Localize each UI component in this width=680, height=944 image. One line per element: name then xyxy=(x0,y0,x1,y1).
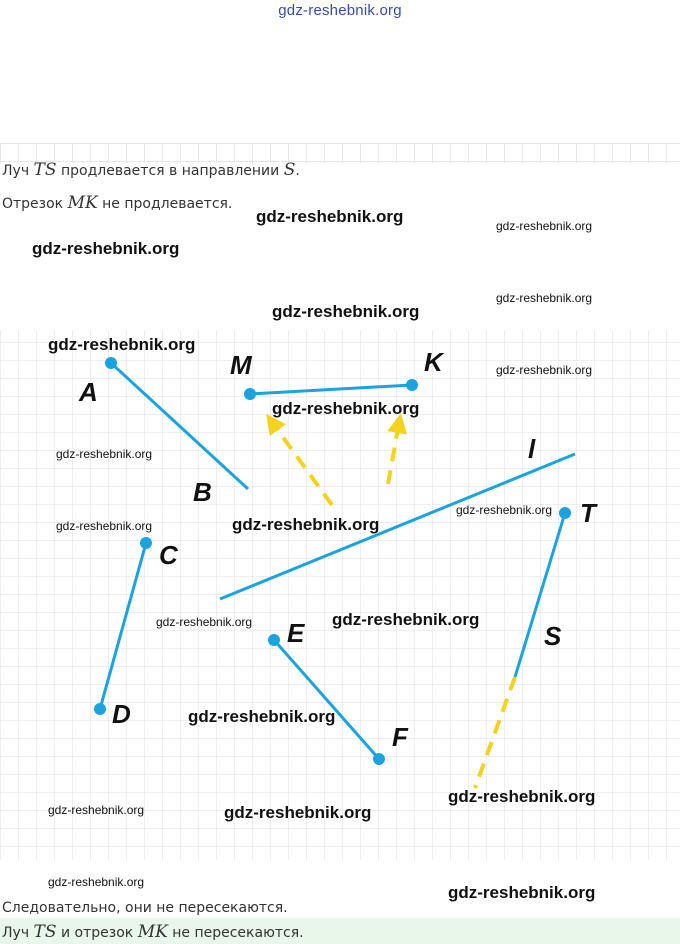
header-watermark: gdz-reshebnik.org xyxy=(278,2,402,19)
watermark: gdz-reshebnik.org xyxy=(188,707,336,726)
watermark: gdz-reshebnik.org xyxy=(496,363,593,377)
text-line-ray xyxy=(2,160,300,180)
point-e xyxy=(268,634,280,646)
point-c xyxy=(140,537,152,549)
segment-name: MK xyxy=(67,193,98,213)
answer-segment: MK xyxy=(137,922,168,942)
watermark: gdz-reshebnik.org xyxy=(496,219,593,233)
answer-suffix: не пересекаются. xyxy=(167,925,304,941)
watermark: gdz-reshebnik.org xyxy=(56,447,153,461)
watermark: gdz-reshebnik.org xyxy=(48,803,145,817)
watermark: gdz-reshebnik.org xyxy=(272,302,420,321)
label-a: A xyxy=(79,377,98,407)
watermark: gdz-reshebnik.org xyxy=(456,503,553,517)
line1-suffix: . xyxy=(295,163,300,179)
label-l: l xyxy=(528,434,536,464)
point-a xyxy=(105,357,117,369)
label-b: B xyxy=(193,477,212,507)
point-f xyxy=(373,753,385,765)
label-m: M xyxy=(230,350,252,380)
point-m xyxy=(244,388,256,400)
line2-suffix: не продлевается. xyxy=(97,196,233,212)
label-e: E xyxy=(287,618,305,648)
text-line-segment xyxy=(2,193,232,213)
watermark: gdz-reshebnik.org xyxy=(48,875,145,889)
conclusion-text: Следовательно, они не пересекаются. xyxy=(2,900,288,916)
watermark: gdz-reshebnik.org xyxy=(332,610,480,629)
watermark: gdz-reshebnik.org xyxy=(48,335,196,354)
watermark: gdz-reshebnik.org xyxy=(156,615,253,629)
ray-name: TS xyxy=(33,160,57,180)
watermark: gdz-reshebnik.org xyxy=(272,399,420,418)
point-k xyxy=(406,379,418,391)
watermark: gdz-reshebnik.org xyxy=(224,803,372,822)
line1-prefix: Луч xyxy=(2,163,34,179)
label-c: C xyxy=(159,540,178,570)
answer-ray: TS xyxy=(33,922,57,942)
watermark: gdz-reshebnik.org xyxy=(496,291,593,305)
answer-prefix: Луч xyxy=(2,925,34,941)
watermark: gdz-reshebnik.org xyxy=(56,519,153,533)
point-d xyxy=(94,703,106,715)
label-f: F xyxy=(392,722,408,752)
label-k: K xyxy=(424,347,443,377)
watermark: gdz-reshebnik.org xyxy=(448,883,596,902)
label-t: T xyxy=(580,498,596,528)
line2-prefix: Отрезок xyxy=(2,196,68,212)
watermark: gdz-reshebnik.org xyxy=(32,239,180,258)
label-s: S xyxy=(544,621,562,651)
answer-middle: и отрезок xyxy=(56,925,138,941)
answer-text xyxy=(2,922,304,942)
line1-middle: продлевается в направлении xyxy=(56,163,284,179)
label-d: D xyxy=(112,699,131,729)
watermark: gdz-reshebnik.org xyxy=(256,207,404,226)
watermark: gdz-reshebnik.org xyxy=(448,787,596,806)
point-t xyxy=(559,507,571,519)
watermark: gdz-reshebnik.org xyxy=(232,515,380,534)
direction-point: S xyxy=(283,160,296,180)
